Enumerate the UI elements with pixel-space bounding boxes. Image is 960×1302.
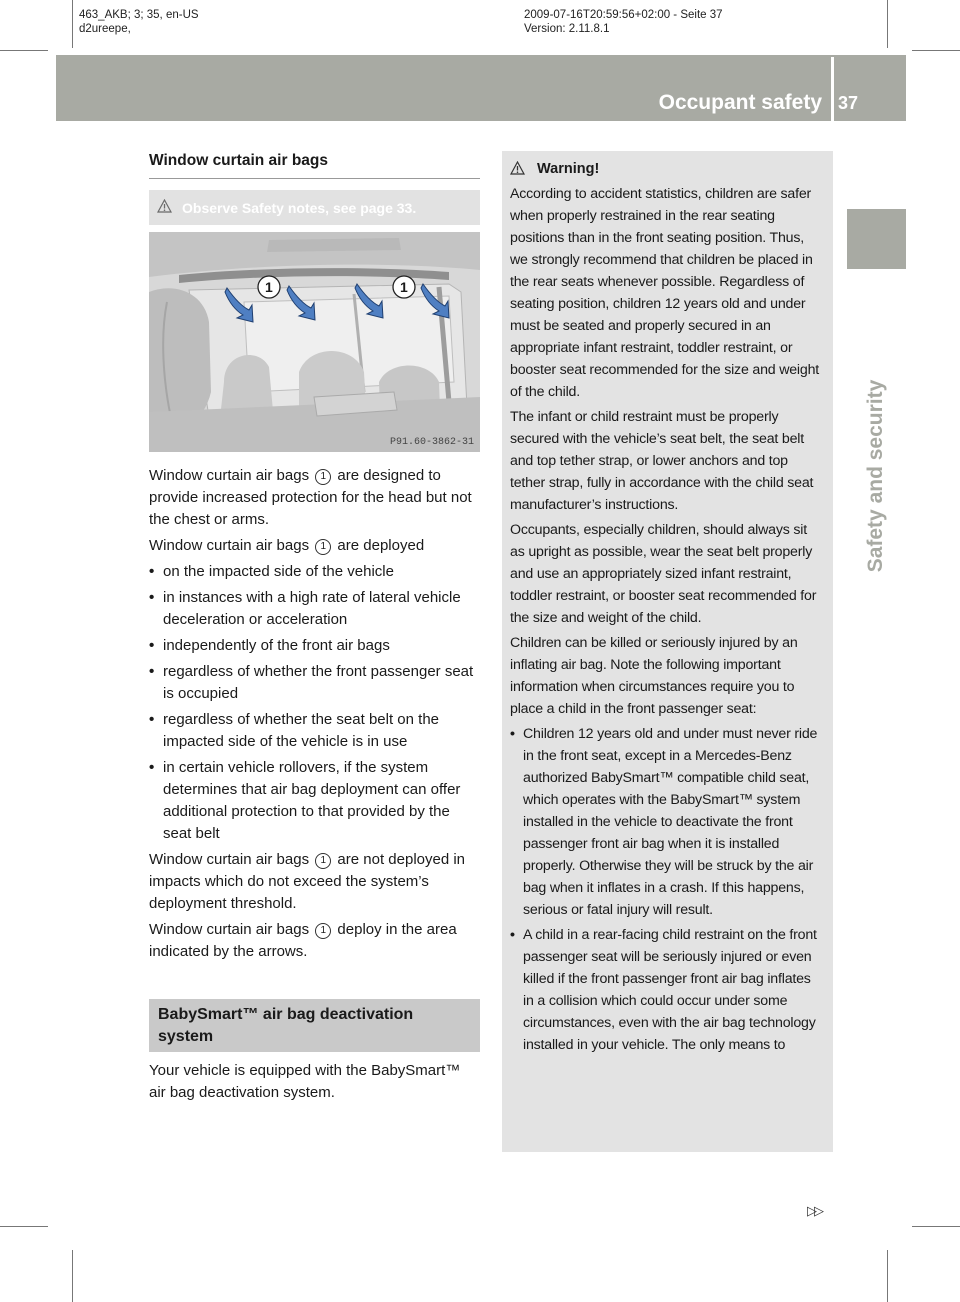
warning-triangle-icon (510, 163, 529, 179)
sidebar-chapter-label: Safety and security (864, 379, 887, 573)
crop-mark (912, 1226, 960, 1227)
header-divider (831, 57, 834, 121)
warning-title-text: Warning! (537, 161, 600, 177)
figure-reference-code: P91.60-3862-31 (389, 437, 474, 448)
list-item: • independently of the front air bags (149, 635, 480, 657)
warning-body (510, 183, 825, 1056)
deployment-conditions-list (149, 561, 480, 845)
list-item: • Children 12 years old and under must never ride in the front seat, except in a Mercedes-Benz authorized BabySmart™ compatible child seat, which operates with the BabySmart™ system installed in the vehicle to deactivate the front passenger front air bag when it is installed properly. Otherwise they will be struck by the air bag when it inflates in a crash. If this happens, serious or fatal injury will result. (510, 723, 825, 921)
warning-title (510, 159, 825, 181)
callout-1-icon: 1 (315, 923, 331, 939)
crop-mark (887, 1250, 888, 1302)
paragraph-deploy-area (149, 919, 480, 963)
warning-paragraph: Occupants, especially children, should always sit as upright as possible, wear the seat belt properly and use an appropriately sized infant restraint, toddler restraint, or booster seat recommended for the size and weight of the child. (510, 522, 817, 626)
window-curtain-air-bag-illustration (149, 232, 480, 452)
warning-triangle-icon (157, 199, 172, 216)
figure-callout-1: 1 (400, 279, 408, 295)
paragraph-deployed (149, 535, 480, 557)
text-span: are deployed (337, 537, 425, 554)
warning-box (502, 151, 833, 1152)
figure-callout-1: 1 (265, 279, 273, 295)
text-span: are not deployed in impacts which do not exceed the system’s deployment threshold. (149, 851, 466, 912)
list-item: • in instances with a high rate of lateral vehicle deceleration or acceleration (149, 587, 480, 631)
section-heading-window-curtain-air-bags: Window curtain air bags (149, 151, 480, 179)
left-column-body (149, 465, 480, 963)
text-span: deploy in the area indicated by the arrows. (149, 921, 457, 960)
crop-mark (912, 50, 960, 51)
crop-mark (0, 1226, 48, 1227)
list-item: • on the impacted side of the vehicle (149, 561, 480, 583)
observe-note-text: Observe Safety notes, see page 33. (182, 199, 417, 216)
page-number: 37 (838, 93, 859, 113)
text-span: Window curtain air bags (149, 851, 310, 868)
text-span: Window curtain air bags (149, 537, 310, 554)
paragraph-designed (149, 465, 480, 531)
continue-arrows-icon: ▷▷ (807, 1203, 821, 1218)
print-meta-right-line1: 2009-07-16T20:59:56+02:00 - Seite 37 (524, 9, 723, 21)
print-meta-left-line2: d2ureepe, (79, 23, 131, 35)
crop-mark (72, 0, 73, 48)
warning-list (510, 723, 825, 1056)
crop-mark (72, 1250, 73, 1302)
warning-paragraph: According to accident statistics, children are safer when properly restrained in the rear seating positions than in the front seating position. Thus, we strongly recommend that children be placed in the rear seats whenever possible. Regardless of seating position, children 12 years old and under must be seated and properly secured in an appropriate infant restraint, toddler restraint, or booster seat recommended for the size and weight of the child. (510, 186, 820, 400)
paragraph-not-deployed (149, 849, 480, 915)
text-span: are designed to provide increased protection for the head but not the chest or arms. (149, 467, 472, 528)
callout-1-icon: 1 (315, 539, 331, 555)
crop-mark (0, 50, 48, 51)
left-column (149, 151, 480, 1104)
observe-safety-note (149, 190, 480, 225)
sidebar-tab-block (847, 209, 906, 269)
print-meta-left-line1: 463_AKB; 3; 35, en-US (79, 9, 199, 21)
callout-1-icon: 1 (315, 469, 331, 485)
text-span: Window curtain air bags (149, 921, 310, 938)
list-item: • A child in a rear-facing child restraint on the front passenger seat will be seriously injured or even killed if the front passenger front air bag inflates in a collision which could occur under some circumstances, even with the air bag technology installed in your vehicle. The only means to (510, 924, 825, 1056)
list-item: • regardless of whether the front passenger seat is occupied (149, 661, 480, 705)
list-item: • regardless of whether the seat belt on the impacted side of the vehicle is in use (149, 709, 480, 753)
babysmart-intro: Your vehicle is equipped with the BabySmart™ air bag deactivation system. (149, 1062, 461, 1101)
callout-1-icon: 1 (315, 853, 331, 869)
list-item: • in certain vehicle rollovers, if the system determines that air bag deployment can offer additional protection to that provided by the seat belt (149, 757, 480, 845)
section-title: Occupant safety (658, 91, 822, 114)
print-meta-right-line2: Version: 2.11.8.1 (524, 23, 610, 35)
text-span: Window curtain air bags (149, 467, 310, 484)
print-meta-left (79, 8, 199, 36)
babysmart-heading: BabySmart™ air bag deactivation system (149, 999, 480, 1052)
print-meta-right (524, 8, 723, 36)
crop-mark (887, 0, 888, 48)
warning-paragraph: Children can be killed or seriously injured by an inflating air bag. Note the following important information when circumstances require you to place a child in the front passenger seat: (510, 635, 798, 717)
warning-paragraph: The infant or child restraint must be properly secured with the vehicle’s seat belt, the seat belt and top tether strap, or lower anchors and top tether strap, fully in accordance with the child seat manufacturer’s instructions. (510, 409, 814, 513)
